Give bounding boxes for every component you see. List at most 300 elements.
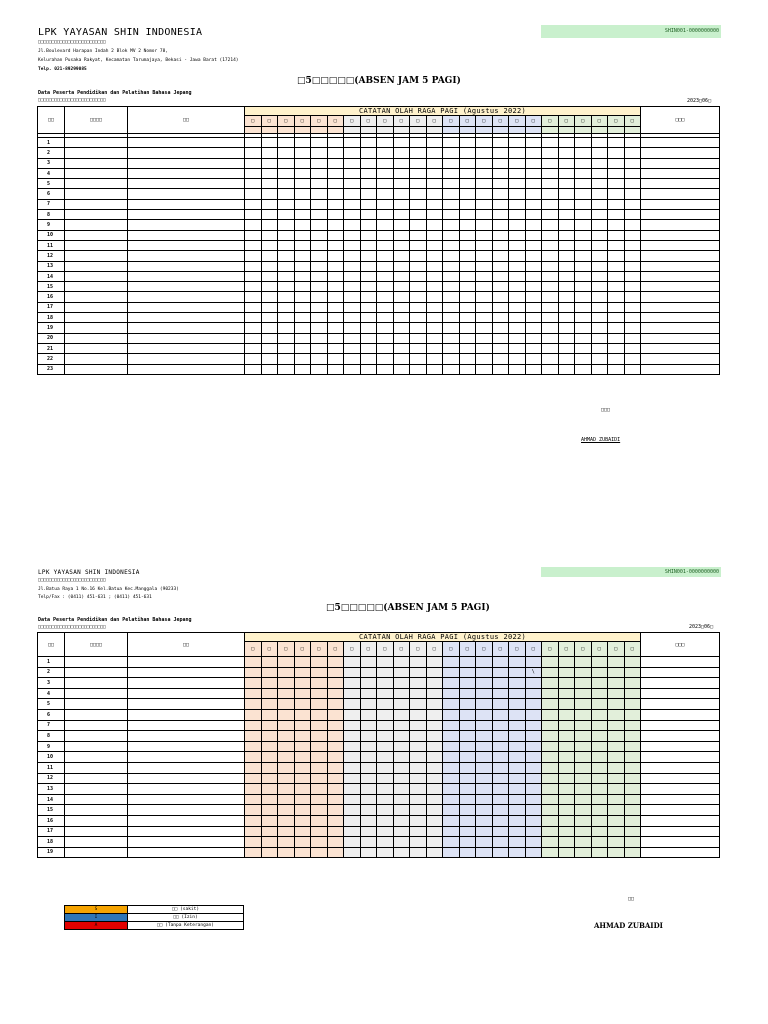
id-cell[interactable] [65, 333, 128, 343]
day-cell[interactable] [624, 699, 641, 710]
day-cell[interactable] [525, 313, 542, 323]
day-cell[interactable] [443, 699, 460, 710]
day-cell[interactable] [558, 138, 575, 148]
day-cell[interactable] [245, 741, 262, 752]
day-cell[interactable] [426, 741, 443, 752]
day-cell[interactable] [426, 282, 443, 292]
day-cell[interactable] [492, 354, 509, 364]
day-cell[interactable] [608, 282, 625, 292]
day-cell[interactable] [509, 364, 526, 374]
day-cell[interactable] [575, 826, 592, 837]
day-cell[interactable] [294, 773, 311, 784]
day-cell[interactable] [377, 240, 394, 250]
id-cell[interactable] [65, 731, 128, 742]
day-cell[interactable] [410, 805, 427, 816]
day-cell[interactable] [245, 752, 262, 763]
day-cell[interactable] [426, 815, 443, 826]
id-cell[interactable] [65, 815, 128, 826]
day-cell[interactable] [245, 148, 262, 158]
day-cell[interactable] [509, 251, 526, 261]
day-cell[interactable] [558, 189, 575, 199]
remarks-cell[interactable] [641, 302, 720, 312]
day-cell[interactable] [459, 773, 476, 784]
day-cell[interactable] [278, 323, 295, 333]
remarks-cell[interactable] [641, 240, 720, 250]
remarks-cell[interactable] [641, 805, 720, 816]
id-cell[interactable] [65, 773, 128, 784]
day-cell[interactable] [558, 688, 575, 699]
day-cell[interactable] [311, 837, 328, 848]
day-cell[interactable] [410, 667, 427, 678]
day-cell[interactable] [344, 657, 361, 668]
name-cell[interactable] [128, 837, 245, 848]
day-cell[interactable] [492, 333, 509, 343]
name-cell[interactable] [128, 333, 245, 343]
day-cell[interactable] [558, 148, 575, 158]
day-cell[interactable] [558, 168, 575, 178]
day-cell[interactable] [476, 826, 493, 837]
day-cell[interactable] [294, 678, 311, 689]
day-cell[interactable] [393, 699, 410, 710]
day-cell[interactable] [624, 323, 641, 333]
day-cell[interactable] [278, 805, 295, 816]
day-cell[interactable] [377, 354, 394, 364]
day-cell[interactable] [591, 282, 608, 292]
day-cell[interactable] [377, 158, 394, 168]
day-cell[interactable] [509, 210, 526, 220]
day-cell[interactable] [459, 199, 476, 209]
day-cell[interactable] [459, 230, 476, 240]
day-cell[interactable] [377, 784, 394, 795]
day-cell[interactable] [443, 752, 460, 763]
id-cell[interactable] [65, 138, 128, 148]
day-cell[interactable] [377, 720, 394, 731]
day-cell[interactable] [459, 138, 476, 148]
day-cell[interactable] [410, 699, 427, 710]
remarks-cell[interactable] [641, 333, 720, 343]
day-cell[interactable] [443, 148, 460, 158]
day-cell[interactable] [360, 354, 377, 364]
day-cell[interactable] [459, 189, 476, 199]
day-cell[interactable] [294, 805, 311, 816]
day-cell[interactable] [410, 313, 427, 323]
day-cell[interactable] [608, 240, 625, 250]
day-cell[interactable] [624, 179, 641, 189]
day-cell[interactable] [443, 667, 460, 678]
day-cell[interactable] [575, 678, 592, 689]
day-cell[interactable] [624, 138, 641, 148]
remarks-cell[interactable] [641, 837, 720, 848]
day-cell[interactable] [608, 794, 625, 805]
day-cell[interactable] [459, 741, 476, 752]
day-cell[interactable] [591, 815, 608, 826]
day-cell[interactable] [509, 720, 526, 731]
day-cell[interactable] [261, 251, 278, 261]
id-cell[interactable] [65, 220, 128, 230]
remarks-cell[interactable] [641, 158, 720, 168]
day-cell[interactable] [558, 826, 575, 837]
day-cell[interactable] [311, 847, 328, 858]
day-cell[interactable] [476, 210, 493, 220]
day-cell[interactable] [393, 313, 410, 323]
day-cell[interactable] [575, 199, 592, 209]
day-cell[interactable] [525, 138, 542, 148]
day-cell[interactable] [591, 826, 608, 837]
day-cell[interactable] [393, 292, 410, 302]
day-cell[interactable] [476, 261, 493, 271]
day-cell[interactable] [294, 158, 311, 168]
day-cell[interactable] [245, 805, 262, 816]
day-cell[interactable] [492, 138, 509, 148]
day-cell[interactable] [360, 837, 377, 848]
name-cell[interactable] [128, 251, 245, 261]
day-cell[interactable] [311, 699, 328, 710]
day-cell[interactable] [459, 292, 476, 302]
name-cell[interactable] [128, 138, 245, 148]
day-cell[interactable] [261, 292, 278, 302]
day-cell[interactable] [608, 699, 625, 710]
day-cell[interactable] [608, 720, 625, 731]
day-cell[interactable] [476, 741, 493, 752]
day-cell[interactable] [476, 752, 493, 763]
day-cell[interactable] [624, 251, 641, 261]
day-cell[interactable] [245, 847, 262, 858]
day-cell[interactable] [459, 220, 476, 230]
day-cell[interactable] [245, 815, 262, 826]
day-cell[interactable] [410, 189, 427, 199]
day-cell[interactable] [624, 271, 641, 281]
day-cell[interactable] [393, 709, 410, 720]
day-cell[interactable] [492, 837, 509, 848]
day-cell[interactable] [542, 210, 559, 220]
day-cell[interactable] [575, 720, 592, 731]
day-cell[interactable] [492, 220, 509, 230]
day-cell[interactable] [294, 784, 311, 795]
day-cell[interactable] [558, 657, 575, 668]
name-cell[interactable] [128, 158, 245, 168]
day-cell[interactable] [459, 657, 476, 668]
day-cell[interactable] [443, 179, 460, 189]
day-cell[interactable] [360, 794, 377, 805]
day-cell[interactable] [542, 667, 559, 678]
day-cell[interactable] [344, 773, 361, 784]
day-cell[interactable] [492, 784, 509, 795]
day-cell[interactable] [525, 678, 542, 689]
day-cell[interactable] [344, 158, 361, 168]
day-cell[interactable] [261, 179, 278, 189]
day-cell[interactable] [245, 354, 262, 364]
day-cell[interactable] [509, 179, 526, 189]
day-cell[interactable] [624, 282, 641, 292]
day-cell[interactable] [360, 741, 377, 752]
day-cell[interactable] [278, 667, 295, 678]
day-cell[interactable] [608, 709, 625, 720]
day-cell[interactable] [294, 815, 311, 826]
day-cell[interactable] [410, 741, 427, 752]
day-cell[interactable] [393, 189, 410, 199]
day-cell[interactable] [327, 220, 344, 230]
day-cell[interactable] [443, 688, 460, 699]
day-cell[interactable] [492, 688, 509, 699]
day-cell[interactable] [327, 709, 344, 720]
day-cell[interactable] [459, 261, 476, 271]
day-cell[interactable] [393, 720, 410, 731]
day-cell[interactable] [525, 709, 542, 720]
day-cell[interactable] [624, 709, 641, 720]
day-cell[interactable] [525, 752, 542, 763]
day-cell[interactable] [443, 251, 460, 261]
day-cell[interactable] [608, 364, 625, 374]
day-cell[interactable] [476, 699, 493, 710]
name-cell[interactable] [128, 220, 245, 230]
day-cell[interactable] [377, 323, 394, 333]
day-cell[interactable] [344, 251, 361, 261]
day-cell[interactable] [393, 199, 410, 209]
day-cell[interactable] [608, 189, 625, 199]
day-cell[interactable] [591, 720, 608, 731]
day-cell[interactable] [344, 220, 361, 230]
day-cell[interactable] [327, 657, 344, 668]
day-cell[interactable] [575, 709, 592, 720]
day-cell[interactable] [608, 210, 625, 220]
day-cell[interactable] [426, 292, 443, 302]
remarks-cell[interactable] [641, 657, 720, 668]
day-cell[interactable] [509, 731, 526, 742]
remarks-cell[interactable] [641, 762, 720, 773]
day-cell[interactable] [558, 678, 575, 689]
day-cell[interactable] [261, 138, 278, 148]
day-cell[interactable] [608, 741, 625, 752]
name-cell[interactable] [128, 784, 245, 795]
day-cell[interactable] [476, 354, 493, 364]
day-cell[interactable] [245, 837, 262, 848]
day-cell[interactable] [608, 678, 625, 689]
day-cell[interactable] [624, 158, 641, 168]
day-cell[interactable] [525, 302, 542, 312]
day-cell[interactable] [426, 762, 443, 773]
day-cell[interactable] [492, 251, 509, 261]
day-cell[interactable] [426, 230, 443, 240]
day-cell[interactable] [591, 138, 608, 148]
day-cell[interactable] [426, 826, 443, 837]
day-cell[interactable] [261, 220, 278, 230]
day-cell[interactable] [525, 292, 542, 302]
day-cell[interactable] [393, 230, 410, 240]
day-cell[interactable] [591, 189, 608, 199]
day-cell[interactable] [393, 784, 410, 795]
day-cell[interactable] [492, 657, 509, 668]
day-cell[interactable] [459, 731, 476, 742]
day-cell[interactable] [426, 678, 443, 689]
day-cell[interactable] [492, 271, 509, 281]
day-cell[interactable] [278, 731, 295, 742]
day-cell[interactable] [509, 678, 526, 689]
day-cell[interactable] [360, 138, 377, 148]
day-cell[interactable] [426, 138, 443, 148]
day-cell[interactable] [509, 271, 526, 281]
day-cell[interactable] [410, 261, 427, 271]
day-cell[interactable] [558, 784, 575, 795]
day-cell[interactable] [443, 837, 460, 848]
day-cell[interactable] [426, 343, 443, 353]
day-cell[interactable] [261, 333, 278, 343]
day-cell[interactable] [261, 837, 278, 848]
day-cell[interactable] [245, 138, 262, 148]
day-cell[interactable] [410, 720, 427, 731]
day-cell[interactable] [410, 168, 427, 178]
day-cell[interactable] [509, 292, 526, 302]
day-cell[interactable] [377, 688, 394, 699]
id-cell[interactable] [65, 168, 128, 178]
day-cell[interactable] [525, 354, 542, 364]
day-cell[interactable] [525, 179, 542, 189]
day-cell[interactable] [377, 333, 394, 343]
day-cell[interactable] [525, 261, 542, 271]
day-cell[interactable] [459, 333, 476, 343]
day-cell[interactable] [410, 302, 427, 312]
day-cell[interactable] [393, 731, 410, 742]
day-cell[interactable] [542, 158, 559, 168]
day-cell[interactable] [443, 282, 460, 292]
day-cell[interactable] [542, 189, 559, 199]
day-cell[interactable] [476, 302, 493, 312]
day-cell[interactable] [575, 688, 592, 699]
day-cell[interactable] [509, 837, 526, 848]
day-cell[interactable] [459, 302, 476, 312]
day-cell[interactable] [426, 251, 443, 261]
day-cell[interactable] [476, 271, 493, 281]
remarks-cell[interactable] [641, 343, 720, 353]
day-cell[interactable] [542, 731, 559, 742]
day-cell[interactable] [542, 752, 559, 763]
day-cell[interactable] [492, 302, 509, 312]
day-cell[interactable] [327, 323, 344, 333]
day-cell[interactable] [459, 667, 476, 678]
day-cell[interactable] [443, 323, 460, 333]
id-cell[interactable] [65, 189, 128, 199]
day-cell[interactable] [294, 826, 311, 837]
day-cell[interactable] [294, 709, 311, 720]
day-cell[interactable] [525, 333, 542, 343]
day-cell[interactable] [410, 333, 427, 343]
day-cell[interactable] [393, 138, 410, 148]
day-cell[interactable] [377, 773, 394, 784]
day-cell[interactable] [558, 210, 575, 220]
day-cell[interactable] [311, 138, 328, 148]
day-cell[interactable] [245, 240, 262, 250]
day-cell[interactable] [575, 667, 592, 678]
remarks-cell[interactable] [641, 699, 720, 710]
day-cell[interactable] [459, 251, 476, 261]
day-cell[interactable] [360, 720, 377, 731]
day-cell[interactable] [261, 847, 278, 858]
day-cell[interactable] [278, 343, 295, 353]
day-cell[interactable] [410, 794, 427, 805]
day-cell[interactable] [245, 199, 262, 209]
day-cell[interactable] [492, 678, 509, 689]
day-cell[interactable] [344, 364, 361, 374]
day-cell[interactable] [525, 741, 542, 752]
day-cell[interactable] [311, 805, 328, 816]
name-cell[interactable] [128, 210, 245, 220]
day-cell[interactable] [558, 251, 575, 261]
day-cell[interactable] [591, 251, 608, 261]
day-cell[interactable] [393, 261, 410, 271]
day-cell[interactable] [327, 210, 344, 220]
day-cell[interactable] [591, 168, 608, 178]
day-cell[interactable] [327, 805, 344, 816]
day-cell[interactable] [525, 837, 542, 848]
day-cell[interactable] [509, 847, 526, 858]
remarks-cell[interactable] [641, 752, 720, 763]
day-cell[interactable] [261, 158, 278, 168]
day-cell[interactable] [558, 741, 575, 752]
day-cell[interactable] [476, 179, 493, 189]
day-cell[interactable] [245, 731, 262, 742]
day-cell[interactable] [525, 794, 542, 805]
day-cell[interactable] [377, 292, 394, 302]
day-cell[interactable] [245, 230, 262, 240]
day-cell[interactable] [492, 741, 509, 752]
day-cell[interactable] [608, 762, 625, 773]
day-cell[interactable] [360, 805, 377, 816]
day-cell[interactable] [377, 251, 394, 261]
day-cell[interactable] [410, 179, 427, 189]
day-cell[interactable] [393, 847, 410, 858]
day-cell[interactable] [525, 688, 542, 699]
day-cell[interactable] [558, 354, 575, 364]
remarks-cell[interactable] [641, 251, 720, 261]
day-cell[interactable] [459, 354, 476, 364]
day-cell[interactable] [360, 158, 377, 168]
day-cell[interactable] [311, 741, 328, 752]
day-cell[interactable] [278, 815, 295, 826]
id-cell[interactable] [65, 688, 128, 699]
day-cell[interactable] [525, 168, 542, 178]
day-cell[interactable] [311, 815, 328, 826]
id-cell[interactable] [65, 794, 128, 805]
day-cell[interactable] [476, 240, 493, 250]
day-cell[interactable] [492, 815, 509, 826]
day-cell[interactable] [509, 230, 526, 240]
day-cell[interactable] [476, 230, 493, 240]
day-cell[interactable] [509, 343, 526, 353]
day-cell[interactable] [294, 199, 311, 209]
day-cell[interactable] [509, 784, 526, 795]
day-cell[interactable] [624, 354, 641, 364]
day-cell[interactable] [245, 784, 262, 795]
day-cell[interactable] [278, 199, 295, 209]
day-cell[interactable] [624, 805, 641, 816]
name-cell[interactable] [128, 826, 245, 837]
day-cell[interactable] [575, 333, 592, 343]
day-cell[interactable] [410, 815, 427, 826]
day-cell[interactable] [410, 220, 427, 230]
day-cell[interactable] [476, 657, 493, 668]
day-cell[interactable] [245, 333, 262, 343]
day-cell[interactable] [245, 323, 262, 333]
day-cell[interactable] [360, 271, 377, 281]
day-cell[interactable] [344, 199, 361, 209]
name-cell[interactable] [128, 720, 245, 731]
day-cell[interactable] [377, 709, 394, 720]
day-cell[interactable] [327, 773, 344, 784]
day-cell[interactable] [294, 333, 311, 343]
day-cell[interactable] [311, 251, 328, 261]
day-cell[interactable] [377, 220, 394, 230]
day-cell[interactable] [393, 168, 410, 178]
name-cell[interactable] [128, 261, 245, 271]
